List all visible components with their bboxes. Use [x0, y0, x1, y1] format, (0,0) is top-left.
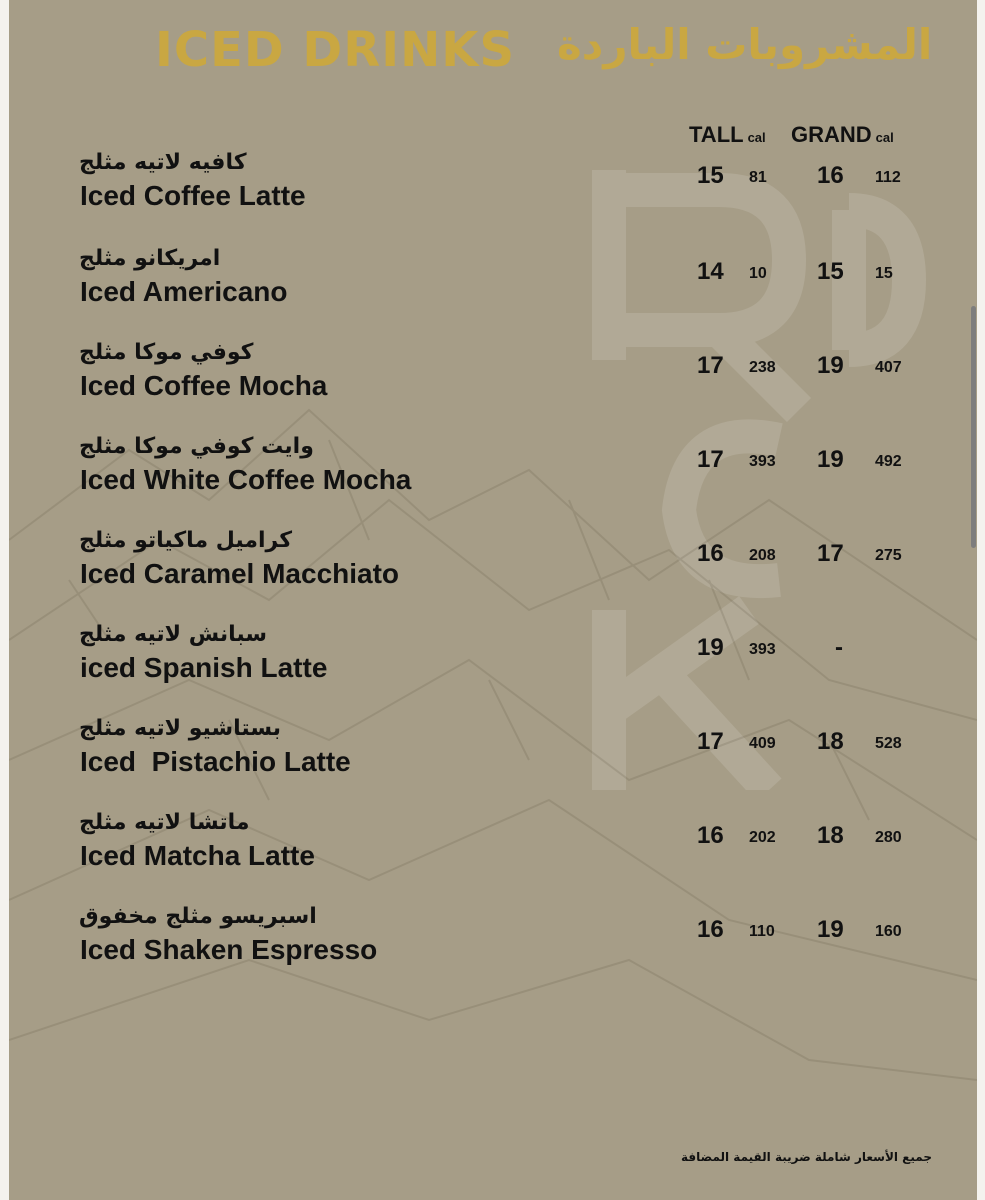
tall-calories: 81 — [749, 169, 767, 186]
menu-item — [9, 716, 977, 796]
grand-price: 16 — [817, 162, 844, 189]
tall-calories: 10 — [749, 265, 767, 282]
menu-item — [9, 528, 977, 608]
item-name-arabic: سبانش لاتيه مثلج — [79, 622, 267, 647]
menu-item — [9, 622, 977, 702]
grand-calories: 492 — [875, 453, 902, 470]
column-head-grand — [791, 122, 894, 148]
tall-calories: 110 — [749, 923, 775, 940]
grand-price: 17 — [817, 540, 844, 567]
item-name-english: Iced Pistachio Latte — [80, 746, 351, 777]
item-name-english: Iced Matcha Latte — [80, 840, 315, 871]
grand-calories: 112 — [875, 169, 901, 186]
item-name-arabic: كراميل ماكياتو مثلج — [79, 528, 292, 553]
item-name-arabic: امريكانو مثلج — [79, 246, 221, 271]
tall-price: 19 — [697, 634, 724, 661]
tall-price: 17 — [697, 446, 724, 473]
item-name-english: Iced Shaken Espresso — [80, 934, 378, 965]
grand-calories: 280 — [875, 829, 902, 846]
grand-price: 15 — [817, 258, 844, 285]
grand-calories: 15 — [875, 265, 893, 282]
tall-calories: 202 — [749, 829, 776, 846]
item-name-english: Iced Americano — [80, 276, 288, 307]
scrollbar-thumb[interactable] — [971, 306, 976, 548]
tall-price: 17 — [697, 728, 724, 755]
tall-price: 15 — [697, 162, 724, 189]
tall-calories: 393 — [749, 641, 776, 658]
menu-item — [9, 434, 977, 514]
tall-price: 17 — [697, 352, 724, 379]
tall-price: 16 — [697, 916, 724, 943]
tall-price: 14 — [697, 258, 724, 285]
column-head-tall — [689, 122, 766, 148]
menu-header — [9, 20, 977, 80]
grand-label: GRAND — [791, 122, 872, 147]
grand-price: 18 — [817, 728, 844, 755]
item-name-english: Iced Caramel Macchiato — [80, 558, 400, 589]
menu-item — [9, 340, 977, 420]
item-name-arabic: كافيه لاتيه مثلج — [79, 150, 247, 175]
grand-price: 19 — [817, 352, 844, 379]
title-arabic: المشروبات الباردة — [557, 20, 933, 69]
item-name-arabic: بستاشيو لاتيه مثلج — [79, 716, 282, 741]
grand-calories: 528 — [875, 735, 902, 752]
item-name-english: Iced White Coffee Mocha — [80, 464, 412, 495]
tall-calories: 208 — [749, 547, 776, 564]
menu-page — [9, 0, 977, 1200]
tall-calories: 393 — [749, 453, 776, 470]
item-name-english: Iced Coffee Mocha — [80, 370, 328, 401]
item-name-arabic: وايت كوفي موكا مثلج — [79, 434, 314, 459]
tall-label: TALL — [689, 122, 744, 147]
tall-cal-label: cal — [747, 130, 766, 145]
item-name-arabic: ماتشا لاتيه مثلج — [79, 810, 250, 835]
tall-price: 16 — [697, 822, 724, 849]
item-name-english: Iced Coffee Latte — [80, 180, 306, 211]
grand-cal-label: cal — [875, 130, 894, 145]
vat-note: جميع الأسعار شاملة ضريبة القيمة المضافة — [681, 1150, 932, 1164]
grand-calories: 407 — [875, 359, 902, 376]
item-name-arabic: كوفي موكا مثلج — [79, 340, 254, 365]
grand-price: 19 — [817, 446, 844, 473]
tall-price: 16 — [697, 540, 724, 567]
grand-calories: 160 — [875, 923, 902, 940]
grand-calories: 275 — [875, 547, 902, 564]
menu-item — [9, 150, 977, 230]
menu-item — [9, 904, 977, 984]
item-name-english: iced Spanish Latte — [80, 652, 328, 683]
grand-price: - — [835, 634, 843, 661]
item-name-arabic: اسبريسو مثلج مخفوق — [79, 904, 317, 929]
title-english: ICED DRINKS — [155, 22, 516, 78]
menu-item — [9, 246, 977, 326]
menu-item — [9, 810, 977, 890]
tall-calories: 409 — [749, 735, 776, 752]
grand-price: 18 — [817, 822, 844, 849]
tall-calories: 238 — [749, 359, 776, 376]
grand-price: 19 — [817, 916, 844, 943]
